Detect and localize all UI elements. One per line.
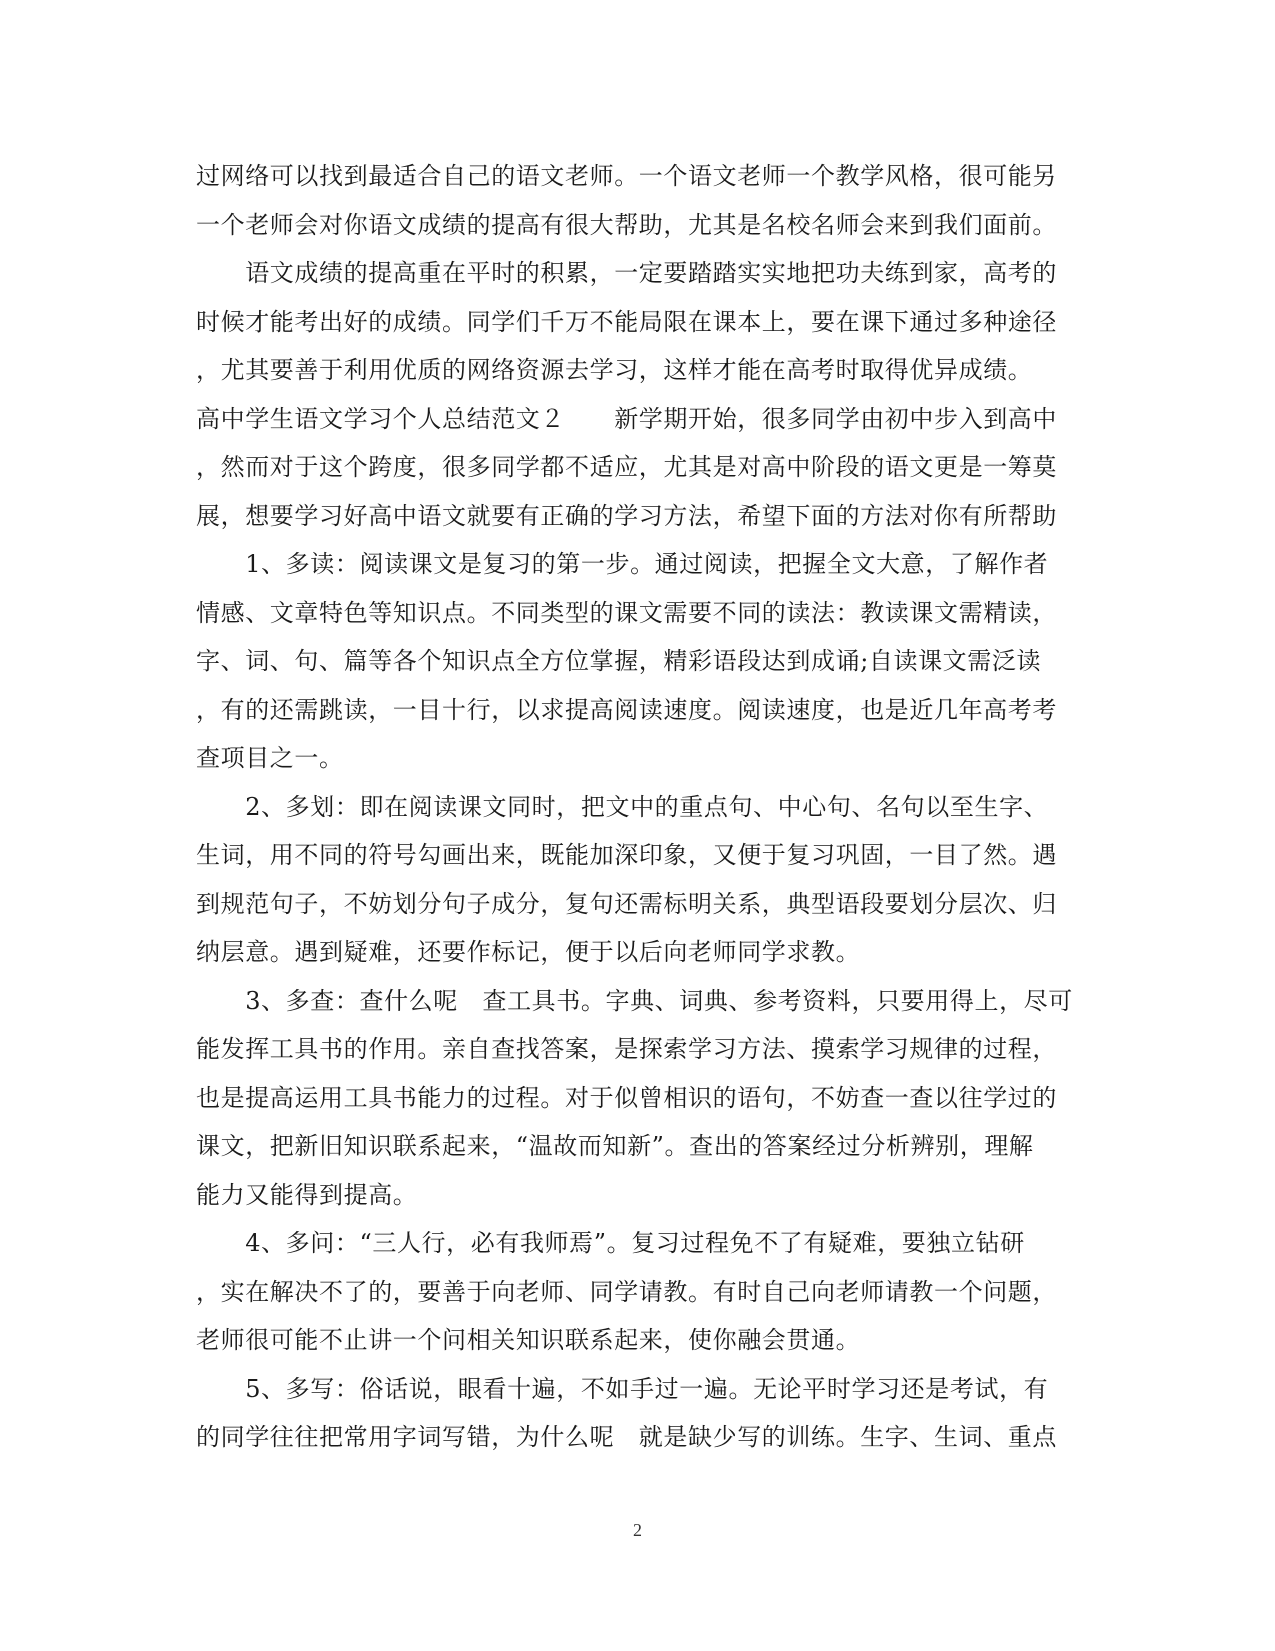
text-line: 老师很可能不止讲一个问相关知识联系起来，使你融会贯通。 — [196, 1326, 861, 1354]
text-line: 1、多读：阅读课文是复习的第一步。通过阅读，把握全文大意，了解作者 — [196, 550, 1049, 578]
text-line: ，有的还需跳读，一目十行，以求提高阅读速度。阅读速度，也是近几年高考考 — [196, 695, 1057, 724]
text-line: 展，想要学习好高中语文就要有正确的学习方法，希望下面的方法对你有所帮助 — [196, 501, 1057, 530]
text-line: 情感、文章特色等知识点。不同类型的课文需要不同的读法：教读课文需精读， — [196, 598, 1057, 627]
text-line: 能力又能得到提高。 — [196, 1180, 418, 1209]
text-line: ，然而对于这个跨度，很多同学都不适应，尤其是对高中阶段的语文更是一筹莫 — [196, 453, 1057, 481]
text-line: 字、词、句、篇等各个知识点全方位掌握，精彩语段达到成诵;自读课文需泛读 — [196, 647, 1042, 675]
text-line: 纳层意。遇到疑难，还要作标记，便于以后向老师同学求教。 — [196, 938, 861, 966]
text-line: 查项目之一。 — [196, 744, 344, 772]
text-line: 课文，把新旧知识联系起来，“温故而知新”。查出的答案经过分析辨别，理解 — [196, 1132, 1034, 1160]
text-line: 生词，用不同的符号勾画出来，既能加深印象，又便于复习巩固，一目了然。遇 — [196, 841, 1057, 869]
page-number: 2 — [633, 1520, 642, 1540]
text-line: 语文成绩的提高重在平时的积累，一定要踏踏实实地把功夫练到家，高考的 — [196, 259, 1057, 287]
text-line: ，尤其要善于利用优质的网络资源去学习，这样才能在高考时取得优异成绩。 — [196, 356, 1033, 384]
text-line: 高中学生语文学习个人总结范文２ 新学期开始，很多同学由初中步入到高中 — [196, 404, 1057, 433]
text-line: 4、多问：“三人行，必有我师焉”。复习过程免不了有疑难，要独立钻研 — [196, 1229, 1025, 1257]
text-line: 能发挥工具书的作用。亲自查找答案，是探索学习方法、摸索学习规律的过程， — [196, 1035, 1057, 1063]
body-text — [196, 152, 1076, 1462]
text-line: 过网络可以找到最适合自己的语文老师。一个语文老师一个教学风格，很可能另 — [196, 162, 1057, 190]
text-line: 2、多划：即在阅读课文同时，把文中的重点句、中心句、名句以至生字、 — [196, 792, 1049, 821]
text-line: 也是提高运用工具书能力的过程。对于似曾相识的语句，不妨查一查以往学过的 — [196, 1083, 1057, 1112]
text-line: 到规范句子，不妨划分句子成分，复句还需标明关系，典型语段要划分层次、归 — [196, 889, 1057, 918]
text-line: 时候才能考出好的成绩。同学们千万不能局限在课本上，要在课下通过多种途径 — [196, 307, 1057, 336]
text-line: 一个老师会对你语文成绩的提高有很大帮助，尤其是名校名师会来到我们面前。 — [196, 210, 1057, 239]
text-line: ，实在解决不了的，要善于向老师、同学请教。有时自己向老师请教一个问题， — [196, 1277, 1057, 1306]
text-line: 3、多查：查什么呢 查工具书。字典、词典、参考资料，只要用得上，尽可 — [196, 986, 1073, 1015]
text-line: 的同学往往把常用字词写错，为什么呢 就是缺少写的训练。生字、生词、重点 — [196, 1423, 1057, 1451]
text-line: 5、多写：俗话说，眼看十遍，不如手过一遍。无论平时学习还是考试，有 — [196, 1374, 1049, 1403]
